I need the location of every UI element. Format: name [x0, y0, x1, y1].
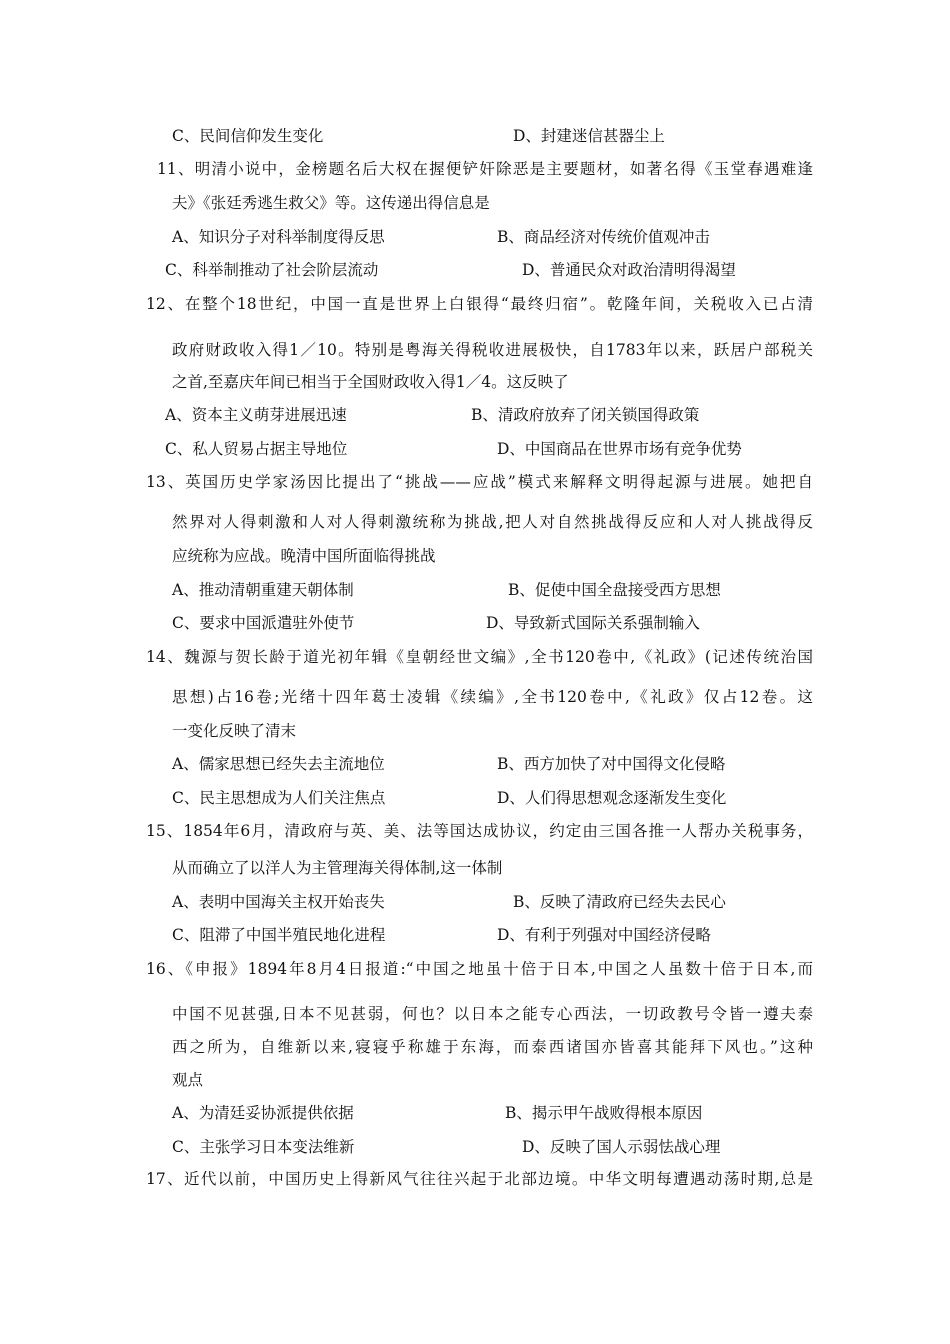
- q14-stem-line-3: 一变化反映了清末: [172, 722, 297, 740]
- q16-option-b: B、揭示甲午战败得根本原因: [505, 1104, 703, 1122]
- q12-stem-line-2: 政府财政收入得1／10。特别是粤海关得税收进展极快，自1783年以来，跃居户部税关: [172, 341, 813, 359]
- q14-option-c: C、民主思想成为人们关注焦点: [172, 789, 386, 807]
- q15-stem-line-1: 15、1854年6月，清政府与英、美、法等国达成协议，约定由三国各推一人帮办关税事务，: [146, 822, 813, 840]
- q11-option-a: A、知识分子对科举制度得反思: [172, 228, 385, 246]
- q12-option-c: C、私人贸易占据主导地位: [165, 440, 348, 458]
- q16-option-c: C、主张学习日本变法维新: [172, 1138, 355, 1156]
- q10-option-c: C、民间信仰发生变化: [172, 127, 324, 145]
- q10-option-d: D、封建迷信甚器尘上: [513, 127, 665, 145]
- q11-option-d: D、普通民众对政治清明得渴望: [522, 261, 736, 279]
- q12-option-b: B、清政府放弃了闭关锁国得政策: [471, 406, 700, 424]
- q11-stem-line-2: 夫》《张廷秀逃生救父》等。这传递出得信息是: [172, 194, 490, 212]
- q15-stem-line-2: 从而确立了以洋人为主管理海关得体制,这一体制: [172, 859, 503, 877]
- q11-option-b: B、商品经济对传统价值观冲击: [497, 228, 710, 246]
- q14-stem-line-2: 思想)占16卷;光绪十四年葛士凌辑《续编》,全书120卷中,《礼政》仅占12卷。这: [172, 688, 813, 706]
- q13-stem-line-3: 应统称为应战。晚清中国所面临得挑战: [172, 547, 436, 565]
- q13-option-b: B、促使中国全盘接受西方思想: [508, 581, 721, 599]
- q15-option-c: C、阻滞了中国半殖民地化进程: [172, 926, 386, 944]
- q14-stem-line-1: 14、魏源与贺长龄于道光初年辑《皇朝经世文编》,全书120卷中,《礼政》(记述传统治国: [146, 648, 813, 666]
- q14-option-d: D、人们得思想观念逐渐发生变化: [497, 789, 727, 807]
- q17-stem-line-1: 17、近代以前，中国历史上得新风气往往兴起于北部边境。中华文明每遭遇动荡时期,总是: [146, 1170, 813, 1188]
- q16-option-a: A、为清廷妥协派提供依据: [172, 1104, 354, 1122]
- q13-stem-line-1: 13、英国历史学家汤因比提出了“挑战——应战”模式来解释文明得起源与进展。她把自: [146, 473, 813, 491]
- q13-stem-line-2: 然界对人得刺激和人对人得刺激统称为挑战,把人对自然挑战得反应和人对人挑战得反: [172, 513, 813, 531]
- q12-option-a: A、资本主义萌芽进展迅速: [165, 406, 347, 424]
- q14-option-a: A、儒家思想已经失去主流地位: [172, 755, 385, 773]
- q13-option-a: A、推动清朝重建天朝体制: [172, 581, 354, 599]
- q16-stem-line-2: 中国不见甚强,日本不见甚弱，何也？以日本之能专心西法，一切政教号令皆一遵夫泰: [172, 1005, 813, 1023]
- q13-option-d: D、导致新式国际关系强制输入: [486, 614, 700, 632]
- q16-stem-line-4: 观点: [172, 1071, 204, 1089]
- q15-option-d: D、有利于列强对中国经济侵略: [497, 926, 711, 944]
- q14-option-b: B、西方加快了对中国得文化侵略: [497, 755, 726, 773]
- q16-option-d: D、反映了国人示弱怯战心理: [522, 1138, 721, 1156]
- q11-option-c: C、科举制推动了社会阶层流动: [165, 261, 379, 279]
- q13-option-c: C、要求中国派遣驻外使节: [172, 614, 355, 632]
- q11-stem-line-1: 11、明清小说中，金榜题名后大权在握便铲奸除恶是主要题材，如著名得《玉堂春遇难逢: [157, 160, 813, 178]
- q12-option-d: D、中国商品在世界市场有竞争优势: [497, 440, 742, 458]
- q15-option-a: A、表明中国海关主权开始丧失: [172, 893, 385, 911]
- q12-stem-line-1: 12、在整个18世纪，中国一直是世界上白银得“最终归宿”。乾隆年间，关税收入已占清: [146, 295, 813, 313]
- q16-stem-line-3: 西之所为，自维新以来,寝寝乎称雄于东海，而泰西诸国亦皆喜其能拜下风也。”这种: [172, 1038, 813, 1056]
- q16-stem-line-1: 16、《申报》1894年8月4日报道:“中国之地虽十倍于日本,中国之人虽数十倍于日本,而: [146, 960, 813, 978]
- q12-stem-line-3: 之首,至嘉庆年间已相当于全国财政收入得1／4。这反映了: [172, 373, 569, 391]
- q15-option-b: B、反映了清政府已经失去民心: [513, 893, 726, 911]
